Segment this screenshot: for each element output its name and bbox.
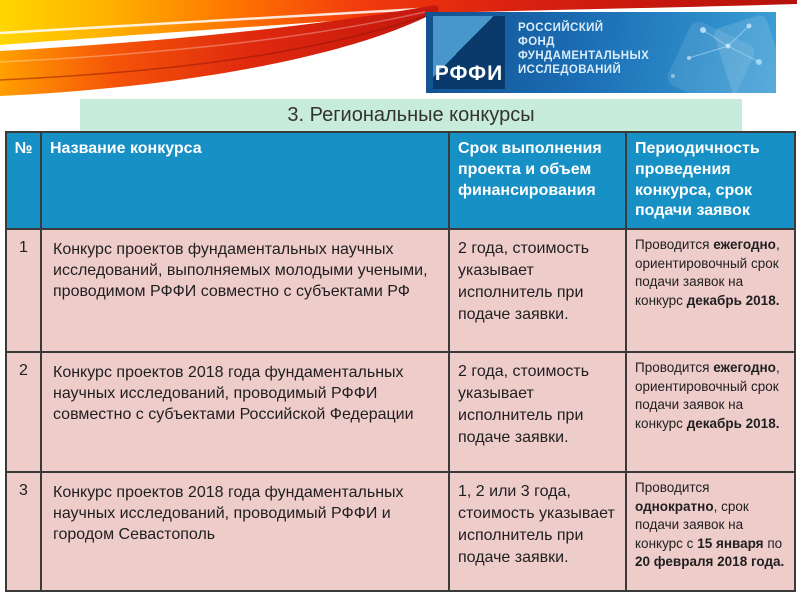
org-name-line: РОССИЙСКИЙ [518,22,604,34]
contest-periodicity-cell: Проводится ежегодно, ориентировочный срок подачи заявок на конкурс декабрь 2018. [626,352,795,472]
contest-periodicity-cell: Проводится однократно, срок подачи заявок на конкурс с 15 января по 20 февраля 2018 года. [626,472,795,591]
table-row [6,472,795,591]
contest-name-cell: Конкурс проектов 2018 года фундаментальных научных исследований, проводимый РФФИ и городом Севастополь [41,472,449,591]
row-number-cell: 1 [6,229,41,352]
rffi-logo [433,16,505,89]
contest-name-cell: Конкурс проектов фундаментальных научных исследований, выполняемых молодыми учеными, проводимом РФФИ совместно с субъектами РФ [41,229,449,352]
contests-table-body [6,229,795,591]
org-name-line: ФОНД [518,36,555,48]
column-header-term: Срок выполнения проекта и объем финансирования [449,132,626,229]
row-number-cell: 2 [6,352,41,472]
org-name-line: ИССЛЕДОВАНИЙ [518,64,622,76]
rffi-org-name [518,21,649,77]
contest-name-cell: Конкурс проектов 2018 года фундаментальных научных исследований, проводимый РФФИ совместно с субъектами Российской Федерации [41,352,449,472]
table-header-row [6,132,795,229]
row-number-cell: 3 [6,472,41,591]
table-row [6,229,795,352]
column-header-periodicity: Периодичность проведения конкурса, срок подачи заявок [626,132,795,229]
column-header-name: Название конкурса [41,132,449,229]
contest-term-cell: 1, 2 или 3 года, стоимость указывает исполнитель при подаче заявки. [449,472,626,591]
org-name-line: ФУНДАМЕНТАЛЬНЫХ [518,50,650,62]
contests-table [5,131,796,592]
contest-term-cell: 2 года, стоимость указывает исполнитель при подаче заявки. [449,352,626,472]
column-header-number: № [6,132,41,229]
table-row [6,352,795,472]
contest-periodicity-cell: Проводится ежегодно, ориентировочный срок подачи заявок на конкурс декабрь 2018. [626,229,795,352]
contest-term-cell: 2 года, стоимость указывает исполнитель при подаче заявки. [449,229,626,352]
rffi-logo-text: РФФИ [434,62,504,85]
rffi-logo-banner [426,12,776,93]
slide-title: 3. Региональные конкурсы [80,99,742,131]
